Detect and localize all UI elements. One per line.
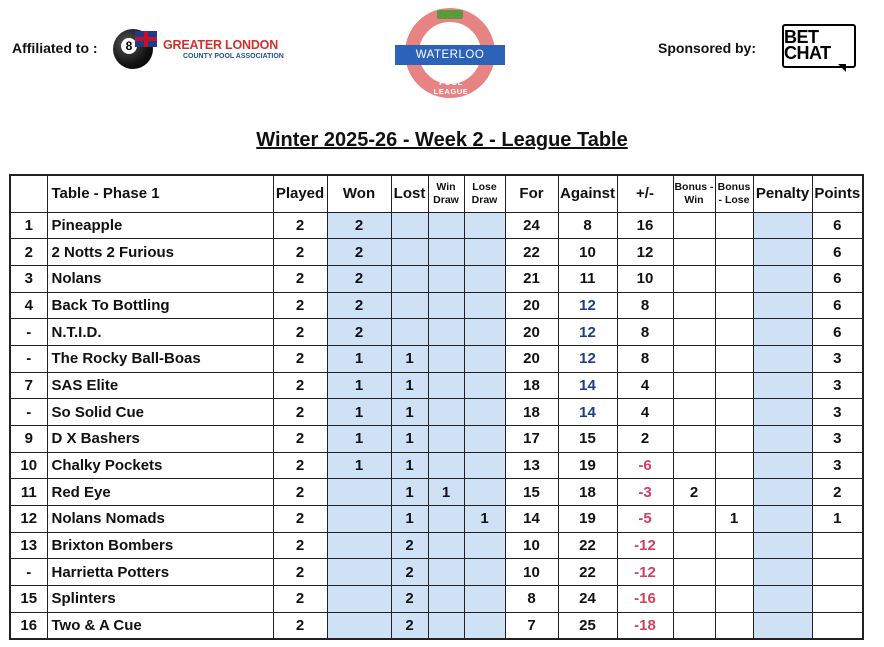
cell-lost: 1 (391, 345, 428, 372)
cell-points: 3 (812, 399, 863, 426)
cell-bonus-lose (715, 212, 753, 239)
header-against: Against (558, 175, 617, 212)
cell-win-draw (428, 239, 464, 266)
table-row (10, 265, 863, 292)
cell-pos: - (10, 319, 47, 346)
cell-lost (391, 319, 428, 346)
waterloo-pool-league-logo (395, 8, 505, 104)
cell-bonus-win (673, 345, 715, 372)
cell-won (327, 506, 391, 533)
cell-points (812, 586, 863, 613)
cell-team: So Solid Cue (47, 399, 273, 426)
cell-points: 2 (812, 479, 863, 506)
cell-diff: 2 (617, 426, 673, 453)
cell-pos: 4 (10, 292, 47, 319)
cell-lost (391, 239, 428, 266)
cell-for: 17 (505, 426, 558, 453)
cell-played: 2 (273, 426, 327, 453)
cell-penalty (753, 426, 812, 453)
cell-for: 10 (505, 559, 558, 586)
cell-win-draw (428, 319, 464, 346)
cell-team: Chalky Pockets (47, 452, 273, 479)
cell-points (812, 559, 863, 586)
cell-win-draw (428, 586, 464, 613)
cell-bonus-lose (715, 319, 753, 346)
cell-lost: 2 (391, 532, 428, 559)
cell-for: 10 (505, 532, 558, 559)
table-row (10, 612, 863, 639)
cell-for: 22 (505, 239, 558, 266)
sponsor-name: BET CHAT (784, 27, 831, 63)
cell-lose-draw: 1 (464, 506, 505, 533)
logo-main-text: WATERLOO (395, 45, 505, 65)
table-header-row (10, 175, 863, 212)
cell-team: The Rocky Ball-Boas (47, 345, 273, 372)
cell-lose-draw (464, 559, 505, 586)
cell-penalty (753, 212, 812, 239)
header-lost: Lost (391, 175, 428, 212)
cell-diff: 8 (617, 319, 673, 346)
cell-bonus-lose (715, 586, 753, 613)
cell-team: Two & A Cue (47, 612, 273, 639)
cell-against: 10 (558, 239, 617, 266)
cell-played: 2 (273, 452, 327, 479)
cell-points: 6 (812, 292, 863, 319)
cell-penalty (753, 612, 812, 639)
cell-bonus-win (673, 212, 715, 239)
cell-for: 14 (505, 506, 558, 533)
cell-points: 1 (812, 506, 863, 533)
cell-lose-draw (464, 586, 505, 613)
cell-played: 2 (273, 292, 327, 319)
header-win-draw: Win Draw (428, 175, 464, 212)
cell-diff: -12 (617, 559, 673, 586)
table-row (10, 586, 863, 613)
cell-penalty (753, 265, 812, 292)
cell-penalty (753, 532, 812, 559)
cell-bonus-win (673, 452, 715, 479)
betchat-logo (782, 24, 860, 72)
cell-team: 2 Notts 2 Furious (47, 239, 273, 266)
cell-pos: 1 (10, 212, 47, 239)
cell-played: 2 (273, 372, 327, 399)
header-bonus-lose: Bonus - Lose (715, 175, 753, 212)
cell-diff: 10 (617, 265, 673, 292)
header-for: For (505, 175, 558, 212)
cell-played: 2 (273, 559, 327, 586)
cell-win-draw (428, 265, 464, 292)
cell-lose-draw (464, 265, 505, 292)
cell-won: 2 (327, 239, 391, 266)
cell-against: 19 (558, 452, 617, 479)
cell-penalty (753, 506, 812, 533)
cell-bonus-lose (715, 372, 753, 399)
cell-bonus-lose (715, 399, 753, 426)
table-row (10, 399, 863, 426)
cell-bonus-win (673, 586, 715, 613)
affiliate-subtitle: COUNTY POOL ASSOCIATION (183, 53, 284, 60)
cell-against: 12 (558, 292, 617, 319)
cell-played: 2 (273, 532, 327, 559)
cell-for: 13 (505, 452, 558, 479)
cell-against: 14 (558, 399, 617, 426)
header-points: Points (812, 175, 863, 212)
cell-bonus-lose (715, 532, 753, 559)
cell-bonus-lose (715, 426, 753, 453)
cell-team: Splinters (47, 586, 273, 613)
cell-against: 25 (558, 612, 617, 639)
cell-against: 18 (558, 479, 617, 506)
cell-pos: 2 (10, 239, 47, 266)
cell-team: D X Bashers (47, 426, 273, 453)
speech-bubble-tail (838, 64, 846, 72)
cell-penalty (753, 319, 812, 346)
cell-diff: -16 (617, 586, 673, 613)
cell-team: Back To Bottling (47, 292, 273, 319)
cell-won (327, 612, 391, 639)
cell-points: 6 (812, 239, 863, 266)
cell-diff: 16 (617, 212, 673, 239)
header-won: Won (327, 175, 391, 212)
cell-for: 18 (505, 372, 558, 399)
cell-diff: 8 (617, 292, 673, 319)
cell-won: 1 (327, 372, 391, 399)
table-row (10, 426, 863, 453)
cell-lose-draw (464, 532, 505, 559)
cell-penalty (753, 452, 812, 479)
cell-lost: 1 (391, 452, 428, 479)
cell-for: 20 (505, 292, 558, 319)
cell-penalty (753, 292, 812, 319)
cell-bonus-lose (715, 265, 753, 292)
affiliated-label: Affiliated to : (12, 40, 98, 56)
cell-lose-draw (464, 345, 505, 372)
cell-points: 3 (812, 372, 863, 399)
cell-bonus-lose (715, 239, 753, 266)
cell-diff: -6 (617, 452, 673, 479)
cell-diff: 4 (617, 372, 673, 399)
cell-pos: 9 (10, 426, 47, 453)
cell-win-draw (428, 612, 464, 639)
cell-pos: 11 (10, 479, 47, 506)
header-played: Played (273, 175, 327, 212)
cell-diff: -3 (617, 479, 673, 506)
cell-against: 8 (558, 212, 617, 239)
cell-bonus-lose: 1 (715, 506, 753, 533)
cell-lost: 1 (391, 399, 428, 426)
cell-bonus-win (673, 265, 715, 292)
cell-lost (391, 212, 428, 239)
cell-points: 6 (812, 319, 863, 346)
cell-won: 1 (327, 345, 391, 372)
cell-lost (391, 265, 428, 292)
cell-bonus-win (673, 319, 715, 346)
cell-points: 3 (812, 345, 863, 372)
cell-lost: 2 (391, 612, 428, 639)
cell-against: 22 (558, 532, 617, 559)
cell-bonus-win (673, 612, 715, 639)
cell-against: 12 (558, 319, 617, 346)
table-row (10, 479, 863, 506)
page-title: Winter 2025-26 - Week 2 - League Table (256, 129, 628, 151)
affiliate-name: GREATER LONDON (163, 38, 279, 52)
cell-against: 22 (558, 559, 617, 586)
cell-win-draw (428, 212, 464, 239)
cell-won: 2 (327, 319, 391, 346)
cell-bonus-lose (715, 559, 753, 586)
cell-won (327, 586, 391, 613)
cell-penalty (753, 559, 812, 586)
cell-for: 18 (505, 399, 558, 426)
cell-played: 2 (273, 319, 327, 346)
cell-played: 2 (273, 612, 327, 639)
cell-for: 21 (505, 265, 558, 292)
cell-lost: 1 (391, 506, 428, 533)
cell-won (327, 532, 391, 559)
cell-team: Harrietta Potters (47, 559, 273, 586)
cell-for: 20 (505, 345, 558, 372)
cell-bonus-win (673, 506, 715, 533)
cell-for: 20 (505, 319, 558, 346)
table-row (10, 506, 863, 533)
logo-bottom-text: POOL LEAGUE (433, 78, 469, 96)
cell-against: 19 (558, 506, 617, 533)
cell-won: 1 (327, 426, 391, 453)
cell-diff: -18 (617, 612, 673, 639)
cell-penalty (753, 586, 812, 613)
cell-lose-draw (464, 612, 505, 639)
cell-diff: 8 (617, 345, 673, 372)
league-table (9, 174, 864, 640)
cell-lost: 2 (391, 586, 428, 613)
cell-penalty (753, 399, 812, 426)
table-row (10, 292, 863, 319)
cell-team: N.T.I.D. (47, 319, 273, 346)
table-row (10, 372, 863, 399)
cell-for: 8 (505, 586, 558, 613)
cell-won: 1 (327, 399, 391, 426)
cell-lose-draw (464, 372, 505, 399)
cell-played: 2 (273, 586, 327, 613)
cell-won (327, 559, 391, 586)
cell-pos: - (10, 399, 47, 426)
cell-played: 2 (273, 345, 327, 372)
cell-win-draw (428, 452, 464, 479)
cell-points (812, 612, 863, 639)
cell-diff: 4 (617, 399, 673, 426)
cell-for: 15 (505, 479, 558, 506)
header-pos (10, 175, 47, 212)
cell-lose-draw (464, 479, 505, 506)
cell-points: 6 (812, 212, 863, 239)
cell-lose-draw (464, 292, 505, 319)
cell-bonus-win (673, 292, 715, 319)
cell-bonus-win (673, 532, 715, 559)
cell-won: 2 (327, 292, 391, 319)
cell-team: Brixton Bombers (47, 532, 273, 559)
cell-diff: 12 (617, 239, 673, 266)
cell-for: 7 (505, 612, 558, 639)
cell-pos: 13 (10, 532, 47, 559)
cell-team: Pineapple (47, 212, 273, 239)
cell-bonus-win (673, 239, 715, 266)
eight-ball-icon: 8 (113, 29, 153, 69)
cell-lose-draw (464, 452, 505, 479)
cell-bonus-win (673, 399, 715, 426)
cell-pos: 16 (10, 612, 47, 639)
cell-won: 2 (327, 212, 391, 239)
cell-win-draw (428, 345, 464, 372)
cell-played: 2 (273, 479, 327, 506)
cell-points: 3 (812, 426, 863, 453)
cell-diff: -12 (617, 532, 673, 559)
cell-lose-draw (464, 212, 505, 239)
cell-bonus-win (673, 372, 715, 399)
union-flag-icon (135, 31, 157, 47)
table-row (10, 452, 863, 479)
cell-lose-draw (464, 426, 505, 453)
cell-bonus-win (673, 559, 715, 586)
cell-penalty (753, 239, 812, 266)
cell-pos: 12 (10, 506, 47, 533)
cell-penalty (753, 345, 812, 372)
cell-lost: 1 (391, 426, 428, 453)
table-row (10, 559, 863, 586)
cell-penalty (753, 372, 812, 399)
cell-won: 1 (327, 452, 391, 479)
cell-win-draw (428, 399, 464, 426)
cell-played: 2 (273, 265, 327, 292)
cell-penalty (753, 479, 812, 506)
cell-bonus-win (673, 426, 715, 453)
cell-played: 2 (273, 212, 327, 239)
sponsored-label: Sponsored by: (658, 40, 757, 56)
cell-for: 24 (505, 212, 558, 239)
cell-team: Nolans Nomads (47, 506, 273, 533)
greater-london-logo (113, 29, 283, 69)
cell-win-draw: 1 (428, 479, 464, 506)
cell-bonus-lose (715, 612, 753, 639)
table-row (10, 239, 863, 266)
cell-against: 24 (558, 586, 617, 613)
cell-pos: 15 (10, 586, 47, 613)
cell-played: 2 (273, 239, 327, 266)
logo-top-badge (437, 10, 463, 19)
cell-lost: 2 (391, 559, 428, 586)
cell-win-draw (428, 559, 464, 586)
table-body (10, 212, 863, 639)
cell-lost: 1 (391, 479, 428, 506)
cell-points (812, 532, 863, 559)
cell-bonus-win: 2 (673, 479, 715, 506)
cell-pos: 7 (10, 372, 47, 399)
cell-diff: -5 (617, 506, 673, 533)
cell-played: 2 (273, 399, 327, 426)
cell-lost: 1 (391, 372, 428, 399)
cell-lose-draw (464, 319, 505, 346)
cell-points: 3 (812, 452, 863, 479)
cell-against: 12 (558, 345, 617, 372)
cell-win-draw (428, 292, 464, 319)
cell-pos: 10 (10, 452, 47, 479)
cell-pos: - (10, 559, 47, 586)
cell-team: Red Eye (47, 479, 273, 506)
cell-pos: 3 (10, 265, 47, 292)
table-row (10, 532, 863, 559)
header-diff: +/- (617, 175, 673, 212)
cell-against: 11 (558, 265, 617, 292)
cell-lose-draw (464, 239, 505, 266)
cell-against: 14 (558, 372, 617, 399)
cell-win-draw (428, 532, 464, 559)
cell-won: 2 (327, 265, 391, 292)
header-penalty: Penalty (753, 175, 812, 212)
header-bonus-win: Bonus - Win (673, 175, 715, 212)
cell-win-draw (428, 506, 464, 533)
cell-win-draw (428, 372, 464, 399)
cell-team: SAS Elite (47, 372, 273, 399)
header-lose-draw: Lose Draw (464, 175, 505, 212)
table-row (10, 212, 863, 239)
cell-bonus-lose (715, 479, 753, 506)
cell-lose-draw (464, 399, 505, 426)
table-row (10, 319, 863, 346)
cell-against: 15 (558, 426, 617, 453)
cell-bonus-lose (715, 345, 753, 372)
header-team: Table - Phase 1 (47, 175, 273, 212)
cell-pos: - (10, 345, 47, 372)
cell-win-draw (428, 426, 464, 453)
cell-bonus-lose (715, 292, 753, 319)
cell-played: 2 (273, 506, 327, 533)
cell-won (327, 479, 391, 506)
cell-points: 6 (812, 265, 863, 292)
cell-bonus-lose (715, 452, 753, 479)
cell-team: Nolans (47, 265, 273, 292)
cell-lost (391, 292, 428, 319)
table-row (10, 345, 863, 372)
